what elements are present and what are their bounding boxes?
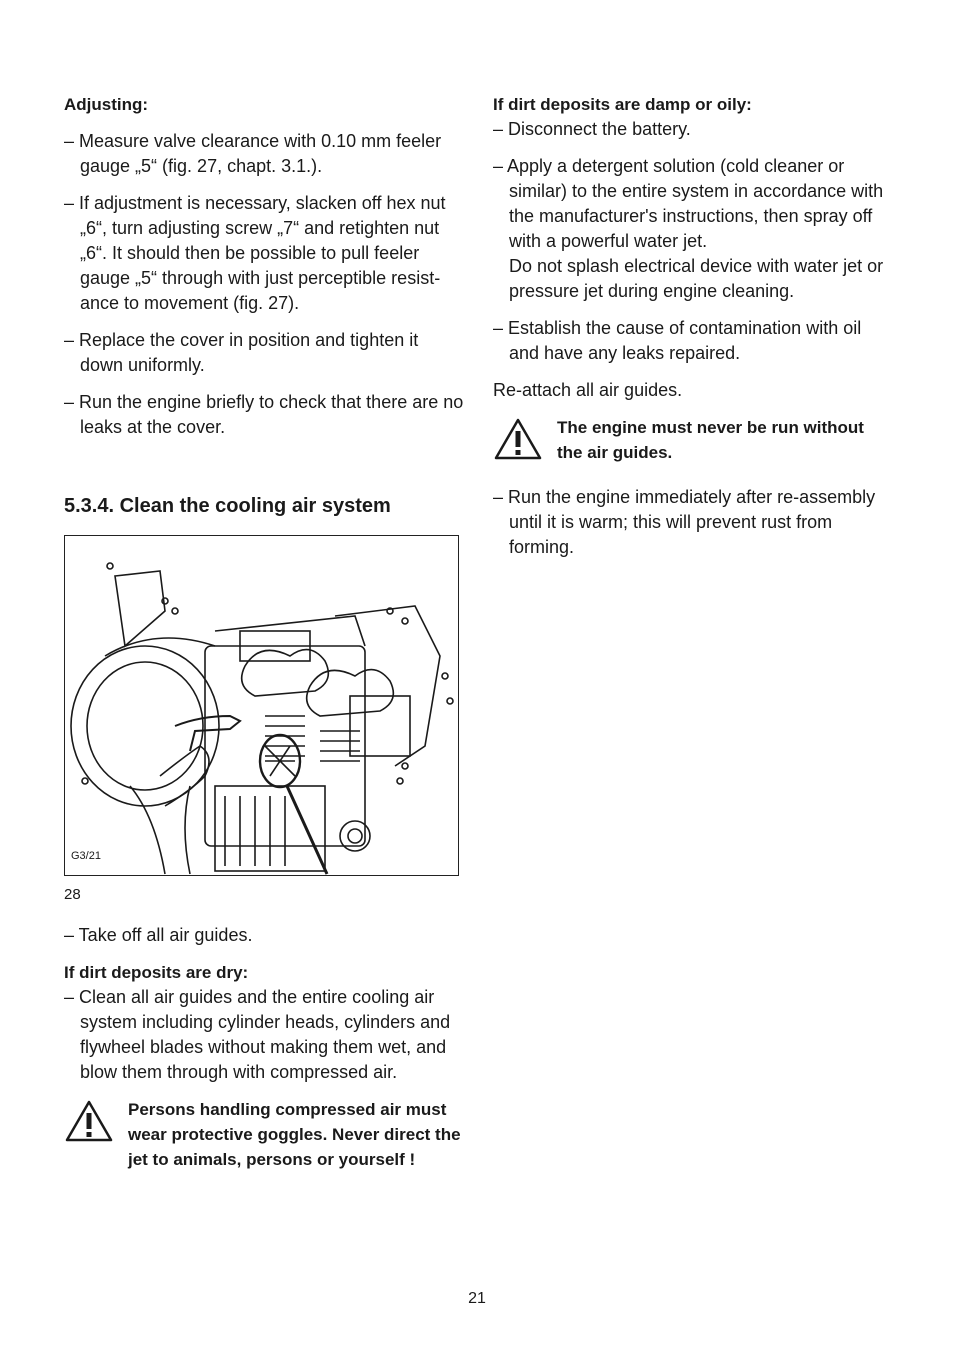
damp-label: If dirt deposits are damp or oily: bbox=[493, 95, 752, 114]
run-engine-item: – Run the engine immediately after re-assembly until it is warm; this will prevent rust from forming. bbox=[493, 487, 876, 557]
adjust-item-3: – Replace the cover in position and tighten it down uniformly. bbox=[64, 330, 419, 375]
page-number: 21 bbox=[468, 1290, 486, 1307]
left-column bbox=[64, 92, 464, 1172]
air-gun bbox=[175, 716, 240, 751]
reattach-text: Re-attach all air guides. bbox=[493, 380, 683, 400]
warning-triangle-icon bbox=[64, 1099, 114, 1143]
warning-block-2 bbox=[493, 415, 893, 465]
disconnect-item: – Disconnect the battery. bbox=[493, 119, 691, 139]
splash-note: Do not splash electrical device with water jet or pressure jet during engine cleaning. bbox=[509, 256, 884, 301]
section-heading: 5.3.4. Clean the cooling air system bbox=[64, 495, 391, 517]
establish-item: – Establish the cause of contamination with oil and have any leaks repaired. bbox=[493, 318, 862, 363]
dry-item: – Clean all air guides and the entire cooling air system including cylinder heads, cylinders and flywheel blades without making them wet, and blow them through with compressed air. bbox=[64, 987, 451, 1082]
adjust-item-1: – Measure valve clearance with 0.10 mm feeler gauge „5“ (fig. 27, chapt. 3.1.). bbox=[64, 131, 442, 176]
adjusting-label: Adjusting: bbox=[64, 95, 149, 114]
right-column bbox=[493, 92, 893, 560]
take-off-item: – Take off all air guides. bbox=[64, 925, 253, 945]
warning-text-1: Persons handling compressed air must wear protective goggles. Never direct the jet to animals, persons or yourself ! bbox=[128, 1100, 461, 1169]
adjust-item-2: – If adjustment is necessary, slacken off hex nut „6“, turn adjusting screw „7“ and retighten nut „6“. It should then be possible to pull feeler gauge „5“ through with just perceptible resist-ance to movement (fig. 27). bbox=[64, 193, 446, 313]
figure-number: 28 bbox=[64, 886, 81, 903]
warning-text-2: The engine must never be run without the air guides. bbox=[557, 418, 864, 462]
warning-triangle-icon bbox=[493, 417, 543, 461]
figure-code: G3/21 bbox=[71, 850, 101, 862]
dry-label: If dirt deposits are dry: bbox=[64, 963, 249, 982]
detergent-item: – Apply a detergent solution (cold cleaner or similar) to the entire system in accordance with the manufacturer's instructions, then spray off with a powerful water jet. bbox=[493, 156, 884, 251]
fan-shroud bbox=[71, 646, 219, 806]
engine-figure bbox=[64, 535, 459, 876]
engine-illustration bbox=[65, 536, 458, 875]
adjust-item-4: – Run the engine briefly to check that there are no leaks at the cover. bbox=[64, 392, 464, 437]
warning-block-1 bbox=[64, 1097, 464, 1172]
